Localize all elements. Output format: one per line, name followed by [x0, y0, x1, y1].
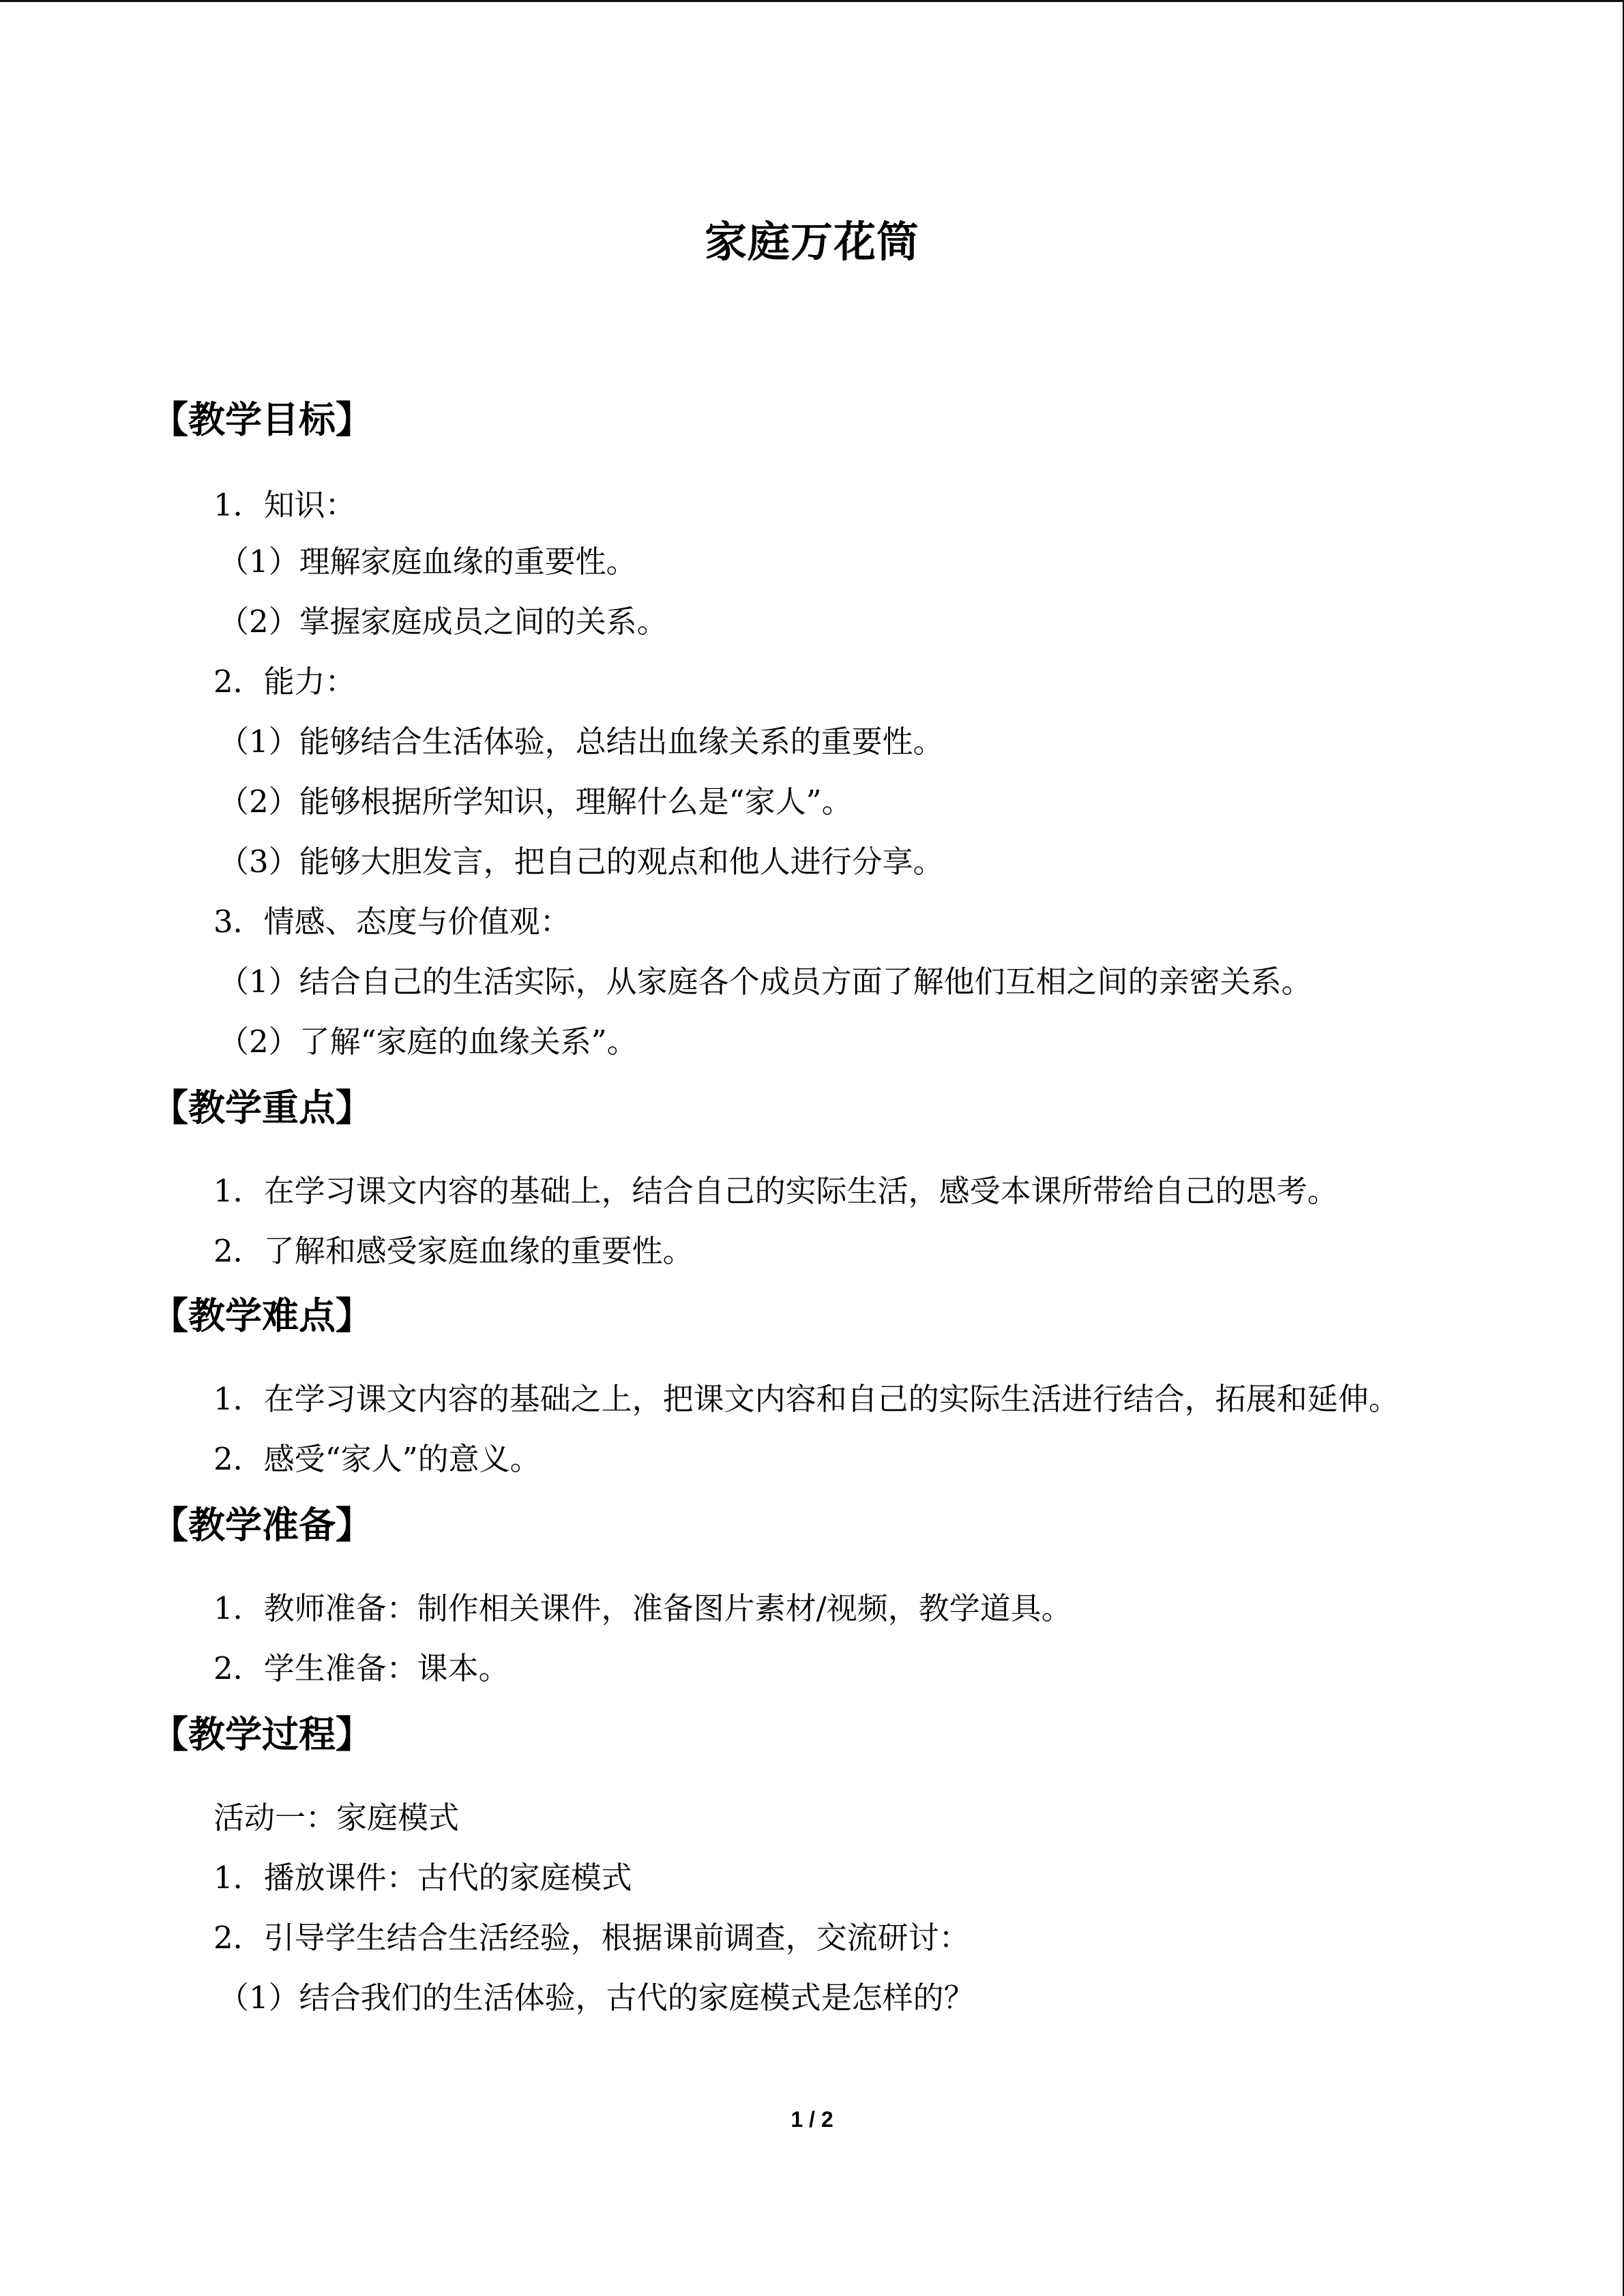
- preparation-teacher: 1．教师准备：制作相关课件，准备图片素材/视频，教学道具。: [213, 1590, 1072, 1626]
- key-point-item-2: 2．了解和感受家庭血缘的重要性。: [213, 1233, 694, 1269]
- difficult-point-item-1: 1．在学习课文内容的基础之上，把课文内容和自己的实际生活进行结合，拓展和延伸。: [213, 1381, 1400, 1417]
- objective-knowledge-item-2: （2）掌握家庭成员之间的关系。: [218, 603, 668, 640]
- objective-knowledge: 1．知识：: [213, 487, 356, 523]
- section-heading-difficult-points: 【教学难点】: [151, 1294, 372, 1337]
- objective-ability-item-1: （1）能够结合生活体验，总结出血缘关系的重要性。: [218, 724, 944, 760]
- section-heading-teaching-process: 【教学过程】: [151, 1713, 372, 1756]
- objective-ability-item-2: （2）能够根据所学知识，理解什么是“家人”。: [218, 784, 853, 820]
- objective-ability: 2．能力：: [213, 664, 356, 700]
- section-heading-preparation: 【教学准备】: [151, 1504, 372, 1547]
- difficult-point-item-2: 2．感受“家人”的意义。: [213, 1441, 541, 1477]
- objective-attitude-item-2: （2）了解“家庭的血缘关系”。: [218, 1024, 638, 1060]
- process-step-2-question-1: （1）结合我们的生活体验，古代的家庭模式是怎样的？: [218, 1980, 975, 2016]
- objective-attitude: 3．情感、态度与价值观：: [213, 904, 571, 940]
- activity-one-title: 活动一：家庭模式: [213, 1800, 460, 1836]
- key-point-item-1: 1．在学习课文内容的基础上，结合自己的实际生活，感受本课所带给自己的思考。: [213, 1173, 1338, 1209]
- section-heading-key-points: 【教学重点】: [151, 1086, 372, 1129]
- preparation-student: 2．学生准备：课本。: [213, 1650, 510, 1686]
- objective-knowledge-item-1: （1）理解家庭血缘的重要性。: [218, 543, 637, 580]
- objective-ability-item-3: （3）能够大胆发言，把自己的观点和他人进行分享。: [218, 844, 944, 880]
- process-step-2: 2．引导学生结合生活经验，根据课前调查，交流研讨：: [213, 1920, 970, 1956]
- objective-attitude-item-1: （1）结合自己的生活实际，从家庭各个成员方面了解他们互相之间的亲密关系。: [218, 964, 1312, 1000]
- process-step-1: 1．播放课件：古代的家庭模式: [213, 1860, 632, 1896]
- document-title: 家庭万花筒: [704, 217, 919, 267]
- page-border-top: [0, 0, 1624, 2]
- page-number: 1 / 2: [791, 2107, 833, 2132]
- section-heading-teaching-objectives: 【教学目标】: [151, 398, 372, 441]
